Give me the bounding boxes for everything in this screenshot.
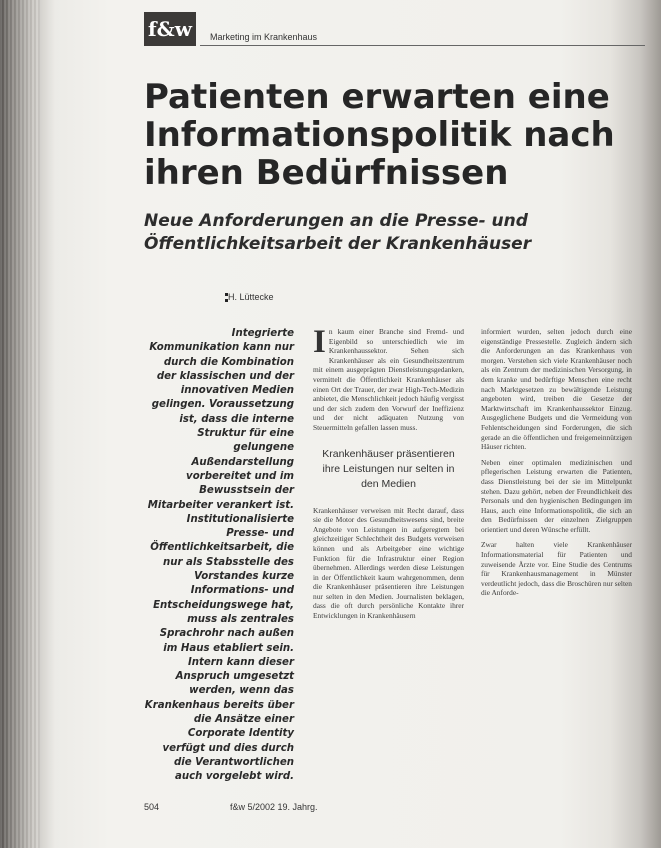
drop-cap: I <box>313 324 326 360</box>
header-divider <box>200 45 645 46</box>
issue-label: f&w 5/2002 19. Jahrg. <box>230 802 318 812</box>
paragraph <box>313 324 464 433</box>
page-number: 504 <box>144 802 160 812</box>
section-label: Marketing im Krankenhaus <box>210 32 318 42</box>
paragraph-text: n kaum einer Branche sind Fremd- und Eigenbild so unterschiedlich wie im Krankenhaussektor. Sehen sich Krankenhäuser als ein Gesundheitszentrum mit einem ausgeprägten Dienstleistungsgedanken, vermittelt die Öffentlichkeit Krankenhäuser als einen Ort der Trauer, der zwar High-Tech-Medizin anbietet, die Menschlichkeit jedoch häufig vergisst und der sich zudem den Vorwurf der Ineffizienz und der nicht adäquaten Nutzung von Steuermitteln gefallen lassen muss. <box>313 327 464 432</box>
intro-lead: Integrierte Kommunikation kann nur durch die Kombination der klassischen und der innovativen Medien gelingen. Voraussetzung ist, dass die interne Struktur für eine gelungene Außendarstellung vorbereitet und im Bewusstsein der Mitarbeiter verankert ist. Institutionalisierte Presse- und Öffentlichkeitsarbeit, die nur als Stabsstelle des Vorstandes kurze Informations- und Entscheidungswege hat, muss als zentrales Sprachrohr nach außen im Haus etabliert sein. Intern kann dieser Anspruch umgesetzt werden, wenn das Krankenhaus bereits über die Ansätze einer Corporate Identity verfügt und dies durch die Verantwortlichen auch vorgelebt wird. <box>144 328 294 783</box>
paragraph: Zwar halten viele Krankenhäuser Informationsmaterial für Patienten und zuweisende Ärzte vor. Eine Studie des Centrums für Krankenhausmanagement in Münster verdeutlicht jedoch, dass die Broschüren nur selten die Anforde- <box>481 540 632 598</box>
text-column-2 <box>481 327 632 604</box>
text-column-1 <box>313 324 464 627</box>
paragraph: informiert wurden, selten jedoch durch eine eigenständige Pressestelle. Zugleich ändern sich die Anforderungen an das Krankenhaus von morgen. Verstehen sich viele Krankenhäuser noch als ein Zentrum der medizinischen Versorgung, in dem kranke und bedürftige Menschen eine recht nach Marktgesetzen zu bewältigende Leistung angeboten wird, treiben die Gesetze der Marktwirtschaft im Krankenhaussektor Einzug. Ausgeglichene Budgets und die Vermeidung von Fehlentscheidungen sind Forderungen, die sich gerade an die öffentlichen und freigemeinnützigen Häuser richten. <box>481 327 632 452</box>
article-subtitle: Neue Anforderungen an die Presse- und Öffentlichkeitsarbeit der Krankenhäuser <box>144 211 532 254</box>
article-title: Patienten erwarten eine Informationspolitik nach ihren Bedürfnissen <box>144 77 615 193</box>
paragraph: Neben einer optimalen medizinischen und pflegerischen Leistung erwarten die Patienten, dass Dienstleistung bei der sie im Mittelpunkt stehen. Dazu gehört, neben der Freundlichkeit des Personals und den hygienischen Bedingungen im Haus, auch eine Informationspolitik, die sich an den Bedürfnissen der einzelnen Zielgruppen orientiert und deren Wünsche erfüllt. <box>481 457 632 534</box>
magazine-logo: f&w <box>144 12 196 46</box>
author-name: H. Lüttecke <box>228 292 274 302</box>
book-spine-shadow <box>0 0 40 848</box>
pull-quote: Krankenhäuser präsentieren ihre Leistungen nur selten in den Medien <box>322 447 455 490</box>
paragraph: Krankenhäuser verweisen mit Recht darauf, dass sie die Motor des Gesundheitswesens sind, breite Angebote von Leistungen in aufgeregtem bei gleichzeitiger Schlechtheit des Budgets verweisen können und als Arbeitgeber eine wichtige Funktion für die Infrastruktur einer Region übernehmen. Allerdings werden diese Leistungen in der Öffentlichkeit kaum wahrgenommen, denn die Krankenhäuser präsentieren ihre Leistungen nur selten in den Medien. Journalisten beklagen, dass die oft durch persönliche Kontakte ihrer Entwicklungen in Krankenhäusern <box>313 505 464 621</box>
